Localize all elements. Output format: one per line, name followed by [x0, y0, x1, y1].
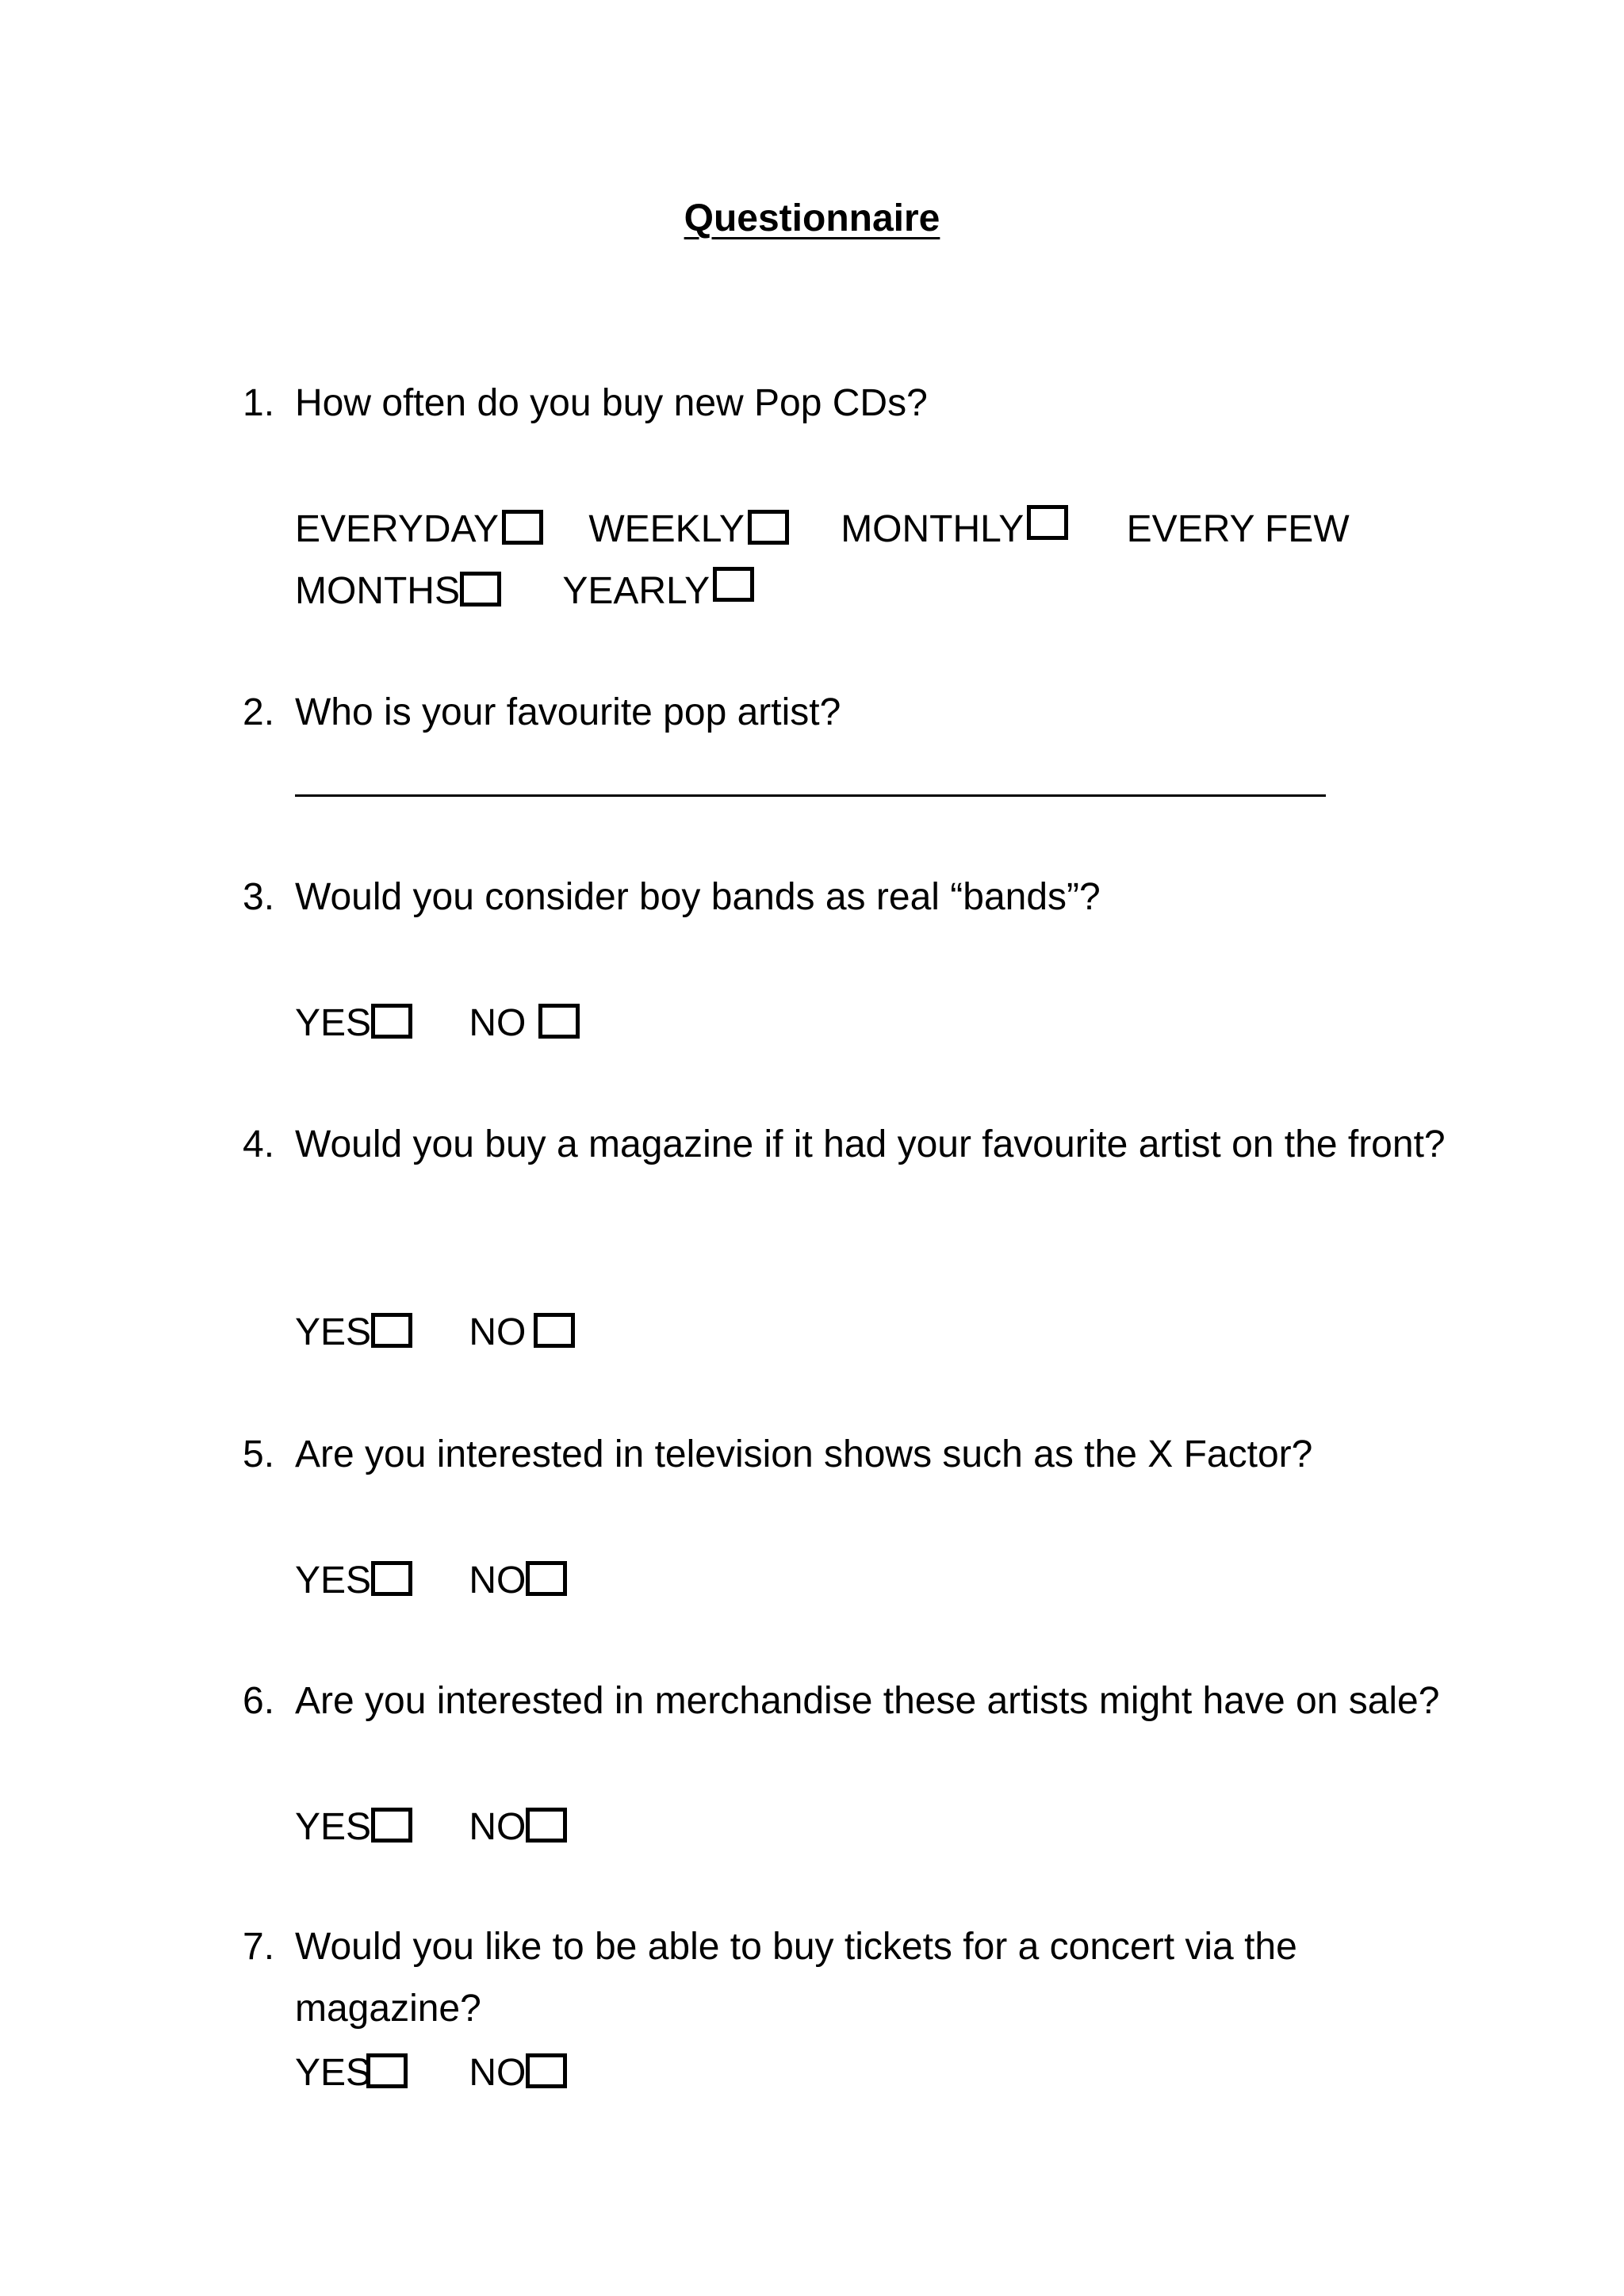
option-label: NO: [469, 1559, 527, 1602]
question-number: 6.: [243, 1680, 275, 1722]
question-7-options: [295, 2041, 567, 2104]
checkbox[interactable]: [371, 1313, 412, 1348]
option-no[interactable]: [469, 1302, 575, 1364]
question-1: [243, 373, 1448, 434]
checkbox[interactable]: [371, 1004, 412, 1039]
option-no[interactable]: [469, 993, 580, 1054]
checkbox[interactable]: [748, 510, 789, 545]
option-every-few-months-label: [1127, 499, 1350, 561]
checkbox[interactable]: [502, 510, 543, 545]
checkbox[interactable]: [1027, 505, 1068, 540]
question-number: 2.: [243, 691, 275, 733]
option-weekly[interactable]: [588, 499, 789, 561]
question-text: Would you like to be able to buy tickets for a concert via the magazine?: [295, 1926, 1297, 2030]
option-label: YES: [295, 1806, 372, 1849]
option-label: EVERY FEW: [1126, 508, 1350, 551]
option-yearly[interactable]: [562, 561, 754, 622]
option-label: YES: [295, 1559, 372, 1602]
question-7: [243, 1916, 1448, 2040]
checkbox[interactable]: [371, 1561, 412, 1596]
option-label: YES: [295, 1311, 372, 1354]
option-label: NO: [469, 1002, 527, 1045]
question-5: [243, 1424, 1448, 1486]
question-1-options-row-2: [295, 559, 754, 622]
question-1-options-row-1: [295, 497, 1350, 561]
option-yes[interactable]: [295, 2042, 408, 2104]
question-4: [243, 1114, 1448, 1176]
option-no[interactable]: [469, 1550, 567, 1612]
option-label: NO: [469, 1311, 527, 1354]
option-label: YES: [295, 1002, 372, 1045]
question-2: [243, 682, 1448, 744]
question-6: [243, 1670, 1448, 1732]
option-label: EVERYDAY: [295, 508, 499, 551]
option-label: YEARLY: [562, 570, 710, 613]
question-5-options: [295, 1548, 567, 1612]
question-text: How often do you buy new Pop CDs?: [295, 382, 928, 424]
question-3: [243, 867, 1448, 928]
option-yes[interactable]: [295, 1797, 412, 1858]
checkbox[interactable]: [538, 1004, 580, 1039]
option-no[interactable]: [469, 1797, 567, 1858]
question-4-options: [295, 1300, 575, 1364]
question-number: 4.: [243, 1123, 275, 1165]
checkbox[interactable]: [366, 2053, 408, 2088]
question-3-options: [295, 991, 580, 1054]
checkbox[interactable]: [534, 1313, 575, 1348]
checkbox[interactable]: [526, 1808, 567, 1843]
checkbox[interactable]: [371, 1808, 412, 1843]
checkbox[interactable]: [526, 1561, 567, 1596]
option-label: NO: [469, 1806, 527, 1849]
checkbox[interactable]: [460, 572, 501, 607]
option-label: NO: [469, 2052, 527, 2095]
question-text: Would you consider boy bands as real “bands”?: [295, 876, 1101, 918]
option-yes[interactable]: [295, 1550, 412, 1612]
option-no[interactable]: [469, 2042, 567, 2104]
option-every-few-months[interactable]: [295, 561, 501, 622]
answer-line[interactable]: [295, 794, 1326, 797]
question-text: Would you buy a magazine if it had your favourite artist on the front?: [295, 1123, 1446, 1165]
option-label: WEEKLY: [588, 508, 745, 551]
checkbox[interactable]: [526, 2053, 567, 2088]
checkbox[interactable]: [713, 567, 754, 602]
question-text: Who is your favourite pop artist?: [295, 691, 841, 733]
question-number: 7.: [243, 1926, 275, 1968]
option-everyday[interactable]: [295, 499, 543, 561]
question-number: 1.: [243, 382, 275, 424]
option-label: YES: [295, 2052, 372, 2095]
question-text: Are you interested in television shows such as the X Factor?: [295, 1433, 1313, 1475]
option-label: MONTHS: [295, 570, 460, 613]
question-number: 3.: [243, 876, 275, 918]
question-text: Are you interested in merchandise these artists might have on sale?: [295, 1680, 1440, 1722]
question-6-options: [295, 1795, 567, 1858]
question-number: 5.: [243, 1433, 275, 1475]
option-label: MONTHLY: [841, 508, 1025, 551]
option-yes[interactable]: [295, 993, 412, 1054]
option-monthly[interactable]: [841, 499, 1068, 561]
page-title: Questionnaire: [684, 197, 940, 239]
option-yes[interactable]: [295, 1302, 412, 1364]
